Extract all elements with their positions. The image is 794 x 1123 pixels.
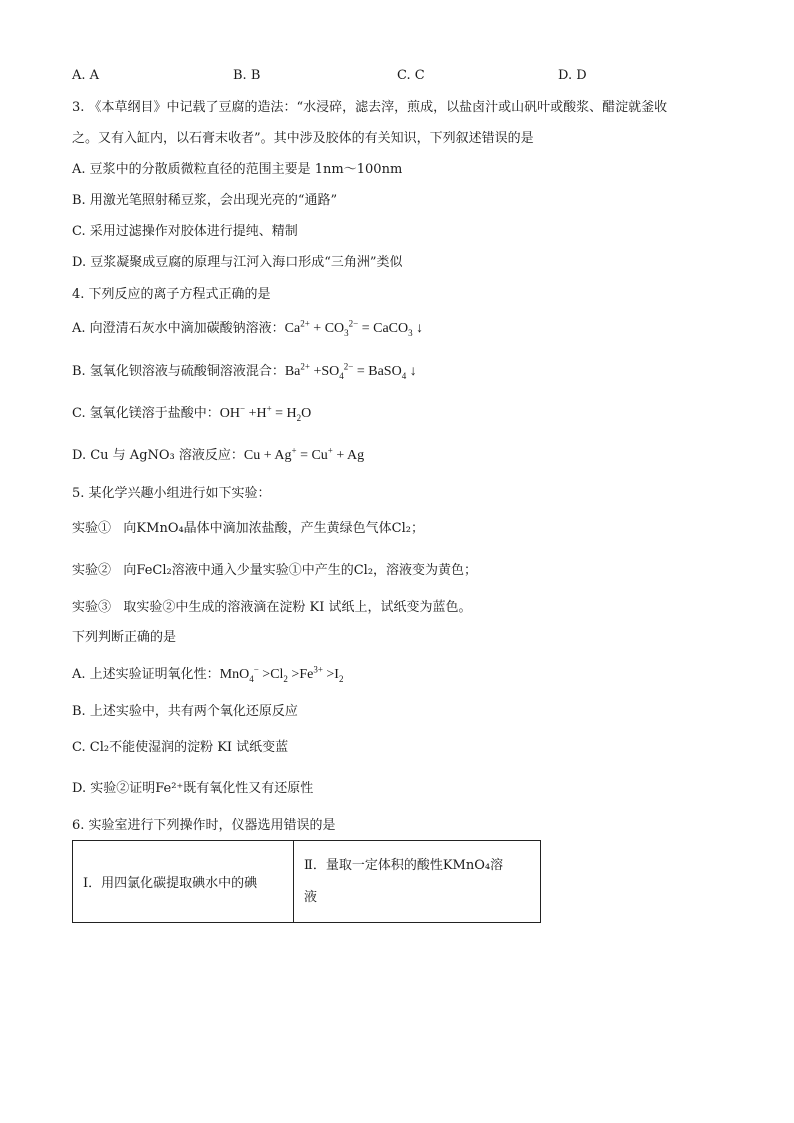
- q5-option-a[interactable]: [72, 666, 343, 684]
- q4-option-c-text: C. 氢氧化镁溶于盐酸中：: [72, 406, 220, 421]
- q5-judge: 下列判断正确的是: [72, 630, 177, 645]
- q4-stem: 4. 下列反应的离子方程式正确的是: [72, 287, 271, 302]
- q4-option-b-equation: $Ba^{2+} +SO_4^{2-}$ = BaSO$_4$ ↓: [284, 361, 417, 381]
- q5-experiment-1: [72, 520, 424, 538]
- exp1-text: 向KMnO₄晶体中滴加浓盐酸，产生黄绿色气体Cl₂；: [123, 521, 425, 536]
- option-a[interactable]: A. A: [72, 68, 100, 83]
- option-b[interactable]: B. B: [233, 68, 261, 83]
- q4-option-a[interactable]: [72, 320, 423, 338]
- q3-option-d[interactable]: D. 豆浆凝聚成豆腐的原理与江河入海口形成“三角洲”类似: [72, 255, 403, 270]
- q5-option-d[interactable]: D. 实验②证明Fe²⁺既有氧化性又有还原性: [72, 781, 314, 796]
- q5-option-c[interactable]: C. Cl₂不能使湿润的淀粉 KI 试纸变蓝: [72, 740, 289, 755]
- q3-option-c[interactable]: C. 采用过滤操作对胶体进行提纯、精制: [72, 224, 298, 239]
- q4-option-c-equation: $OH^- +H^+ = H_2O$: [219, 403, 312, 423]
- q3-stem-line1: 3. 《本草纲目》中记载了豆腐的造法：“水浸碎，滤去滓，煎成，以盐卤汁或山矾叶或酸浆、醋淀就釜收: [72, 100, 668, 115]
- exp3-label: 实验③: [72, 600, 112, 615]
- q6-stem: 6. 实验室进行下列操作时，仪器选用错误的是: [72, 818, 336, 833]
- exp3-text: 取实验②中生成的溶液滴在淀粉 KI 试纸上，试纸变为蓝色。: [123, 600, 472, 615]
- q6-cell-2-line2: 液: [304, 889, 318, 905]
- q3-stem-line2: 之。又有入缸内，以石膏末收者”。其中涉及胶体的有关知识，下列叙述错误的是: [72, 131, 534, 146]
- exp2-text: 向FeCl₂溶液中通入少量实验①中产生的Cl₂，溶液变为黄色；: [123, 563, 478, 578]
- q5-option-a-expression: $MnO_4^- >Cl_2 >Fe^{3+} >I_2$: [219, 664, 344, 684]
- q6-cell-1: Ⅰ．用四氯化碳提取碘水中的碘: [73, 841, 294, 923]
- prev-question-options: [72, 67, 672, 85]
- q5-experiment-2: [72, 562, 477, 580]
- q5-option-b[interactable]: B. 上述实验中，共有两个氧化还原反应: [72, 704, 298, 719]
- exp1-label: 实验①: [72, 521, 112, 536]
- q6-cell-2: [294, 841, 541, 923]
- q6-table: [72, 840, 541, 923]
- q3-option-a[interactable]: A. 豆浆中的分散质微粒直径的范围主要是 1nm～100nm: [72, 162, 403, 177]
- q4-option-b[interactable]: [72, 363, 417, 381]
- q6-cell-2-line1: Ⅱ．量取一定体积的酸性KMnO₄溶: [304, 857, 504, 873]
- q4-option-d[interactable]: [72, 447, 364, 465]
- q4-option-a-text: A. 向澄清石灰水中滴加碳酸钠溶液：: [72, 321, 285, 336]
- q4-option-d-text: D. Cu 与 AgNO₃ 溶液反应：: [72, 448, 244, 463]
- q3-option-b[interactable]: B. 用激光笔照射稀豆浆，会出现光亮的“通路”: [72, 193, 338, 208]
- exp2-label: 实验②: [72, 563, 112, 578]
- q5-option-a-text: A. 上述实验证明氧化性：: [72, 667, 220, 682]
- q5-stem: 5. 某化学兴趣小组进行如下实验：: [72, 486, 271, 501]
- q4-option-c[interactable]: [72, 405, 311, 423]
- option-d[interactable]: D. D: [558, 68, 587, 83]
- option-c[interactable]: C. C: [397, 68, 425, 83]
- q4-option-d-equation: Cu + Ag+ = Cu+ + Ag: [243, 445, 365, 463]
- q4-option-a-equation: $Ca^{2+} + CO_3^{2-}$ = CaCO$_3$ ↓: [284, 318, 424, 338]
- q4-option-b-text: B. 氢氧化钡溶液与硫酸铜溶液混合：: [72, 364, 285, 379]
- q5-experiment-3: [72, 599, 472, 617]
